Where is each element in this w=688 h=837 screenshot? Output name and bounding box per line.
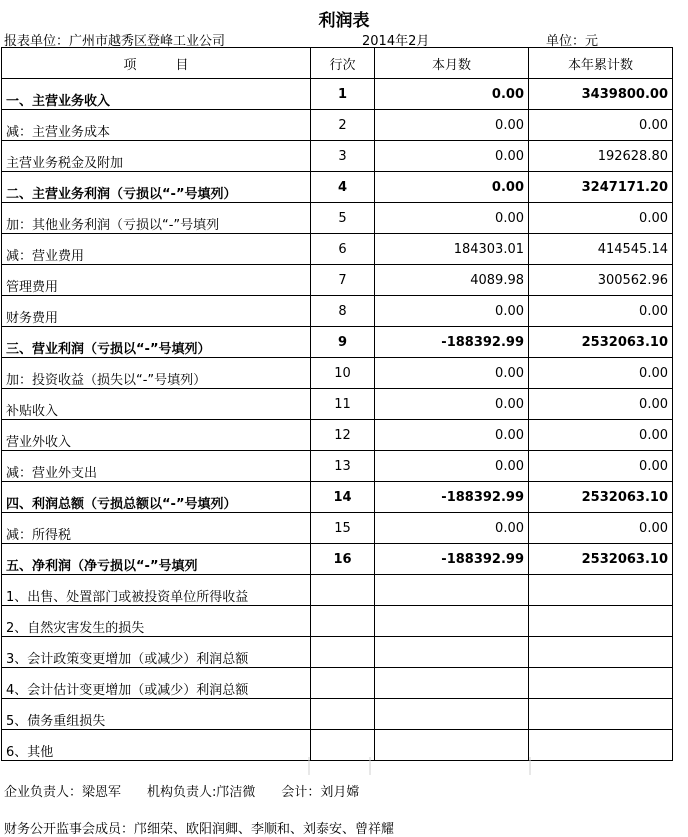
row-ytd-value: 0.00 <box>529 203 673 234</box>
row-ytd-value: 414545.14 <box>529 234 673 265</box>
row-ytd-value <box>529 575 673 606</box>
row-item-label: 主营业务税金及附加 <box>2 141 311 172</box>
column-header-row-no: 行次 <box>311 48 375 79</box>
row-item-label: 减：营业外支出 <box>2 451 311 482</box>
row-ytd-value: 192628.80 <box>529 141 673 172</box>
row-item-label: 减：所得税 <box>2 513 311 544</box>
reporting-unit: 报表单位：广州市越秀区登峰工业公司 <box>4 34 226 49</box>
row-number <box>311 730 375 761</box>
row-number <box>311 637 375 668</box>
row-this-month-value: 0.00 <box>375 110 529 141</box>
column-header-this-month: 本月数 <box>375 48 529 79</box>
row-ytd-value <box>529 637 673 668</box>
row-this-month-value: 0.00 <box>375 389 529 420</box>
row-item-label: 6、其他 <box>2 730 311 761</box>
row-ytd-value: 0.00 <box>529 358 673 389</box>
row-number: 3 <box>311 141 375 172</box>
row-ytd-value: 300562.96 <box>529 265 673 296</box>
table-row <box>2 575 673 606</box>
row-ytd-value <box>529 668 673 699</box>
row-item-label: 5、债务重组损失 <box>2 699 311 730</box>
row-item-label: 二、主营业务利润（亏损以“-”号填列） <box>2 172 311 203</box>
row-number: 6 <box>311 234 375 265</box>
row-ytd-value: 3439800.00 <box>529 79 673 110</box>
row-this-month-value: -188392.99 <box>375 327 529 358</box>
supervisory-committee: 财务公开监事会成员：邝细荣、欧阳润卿、李顺和、刘泰安、曾祥耀 <box>4 822 395 837</box>
row-item-label: 加：投资收益（损失以“-”号填列） <box>2 358 311 389</box>
row-item-label: 4、会计估计变更增加（或减少）利润总额 <box>2 668 311 699</box>
table-row <box>2 327 673 358</box>
row-this-month-value: 0.00 <box>375 172 529 203</box>
row-number: 4 <box>311 172 375 203</box>
row-item-label: 营业外收入 <box>2 420 311 451</box>
table-row <box>2 172 673 203</box>
row-this-month-value: -188392.99 <box>375 482 529 513</box>
column-header-ytd: 本年累计数 <box>529 48 673 79</box>
row-ytd-value <box>529 699 673 730</box>
responsible-persons: 企业负责人：梁恩军 机构负责人:邝洁微 会计：刘月嫦 <box>4 785 360 800</box>
row-this-month-value: 0.00 <box>375 513 529 544</box>
table-row <box>2 265 673 296</box>
row-item-label: 1、出售、处置部门或被投资单位所得收益 <box>2 575 311 606</box>
row-this-month-value <box>375 575 529 606</box>
row-number: 7 <box>311 265 375 296</box>
row-number: 15 <box>311 513 375 544</box>
table-row <box>2 451 673 482</box>
table-row <box>2 420 673 451</box>
row-item-label: 四、利润总额（亏损总额以“-”号填列） <box>2 482 311 513</box>
row-this-month-value: 0.00 <box>375 203 529 234</box>
row-ytd-value: 0.00 <box>529 513 673 544</box>
row-ytd-value: 0.00 <box>529 389 673 420</box>
row-this-month-value <box>375 699 529 730</box>
table-row <box>2 234 673 265</box>
row-ytd-value: 0.00 <box>529 296 673 327</box>
table-row <box>2 637 673 668</box>
report-title: 利润表 <box>318 11 370 31</box>
table-row <box>2 358 673 389</box>
row-this-month-value: 0.00 <box>375 296 529 327</box>
table-header-row <box>2 48 673 79</box>
row-this-month-value <box>375 730 529 761</box>
table-row <box>2 730 673 761</box>
row-item-label: 补贴收入 <box>2 389 311 420</box>
row-number <box>311 606 375 637</box>
row-item-label: 管理费用 <box>2 265 311 296</box>
row-this-month-value: 0.00 <box>375 79 529 110</box>
row-this-month-value: 184303.01 <box>375 234 529 265</box>
row-item-label: 财务费用 <box>2 296 311 327</box>
table-row <box>2 296 673 327</box>
row-ytd-value <box>529 730 673 761</box>
row-ytd-value: 0.00 <box>529 420 673 451</box>
table-row <box>2 606 673 637</box>
row-ytd-value: 0.00 <box>529 451 673 482</box>
row-this-month-value: 0.00 <box>375 141 529 172</box>
row-this-month-value: -188392.99 <box>375 544 529 575</box>
table-row <box>2 79 673 110</box>
table-row <box>2 141 673 172</box>
row-number: 10 <box>311 358 375 389</box>
currency-unit: 单位：元 <box>546 34 599 49</box>
row-ytd-value <box>529 606 673 637</box>
row-item-label: 减：营业费用 <box>2 234 311 265</box>
table-row <box>2 544 673 575</box>
column-header-item: 项 目 <box>2 48 311 79</box>
row-ytd-value: 2532063.10 <box>529 544 673 575</box>
row-number: 14 <box>311 482 375 513</box>
row-number: 2 <box>311 110 375 141</box>
row-item-label: 2、自然灾害发生的损失 <box>2 606 311 637</box>
row-item-label: 三、营业利润（亏损以“-”号填列） <box>2 327 311 358</box>
row-ytd-value: 2532063.10 <box>529 482 673 513</box>
row-item-label: 五、净利润（净亏损以“-”号填列 <box>2 544 311 575</box>
row-item-label: 减：主营业务成本 <box>2 110 311 141</box>
row-number: 11 <box>311 389 375 420</box>
row-this-month-value: 0.00 <box>375 358 529 389</box>
table-row <box>2 110 673 141</box>
row-this-month-value <box>375 637 529 668</box>
row-ytd-value: 0.00 <box>529 110 673 141</box>
row-this-month-value: 0.00 <box>375 451 529 482</box>
row-number <box>311 575 375 606</box>
row-number <box>311 668 375 699</box>
row-this-month-value: 4089.98 <box>375 265 529 296</box>
row-this-month-value <box>375 606 529 637</box>
row-number: 16 <box>311 544 375 575</box>
row-number: 13 <box>311 451 375 482</box>
row-ytd-value: 3247171.20 <box>529 172 673 203</box>
table-row <box>2 482 673 513</box>
table-row <box>2 699 673 730</box>
row-number: 12 <box>311 420 375 451</box>
row-item-label: 3、会计政策变更增加（或减少）利润总额 <box>2 637 311 668</box>
table-row <box>2 668 673 699</box>
row-number <box>311 699 375 730</box>
row-ytd-value: 2532063.10 <box>529 327 673 358</box>
row-this-month-value: 0.00 <box>375 420 529 451</box>
row-item-label: 加：其他业务利润（亏损以“-”号填列 <box>2 203 311 234</box>
income-statement-table <box>1 47 673 761</box>
report-period: 2014年2月 <box>362 34 430 49</box>
row-this-month-value <box>375 668 529 699</box>
table-row <box>2 513 673 544</box>
row-number: 9 <box>311 327 375 358</box>
row-item-label: 一、主营业务收入 <box>2 79 311 110</box>
table-row <box>2 203 673 234</box>
row-number: 8 <box>311 296 375 327</box>
row-number: 5 <box>311 203 375 234</box>
table-row <box>2 389 673 420</box>
row-number: 1 <box>311 79 375 110</box>
